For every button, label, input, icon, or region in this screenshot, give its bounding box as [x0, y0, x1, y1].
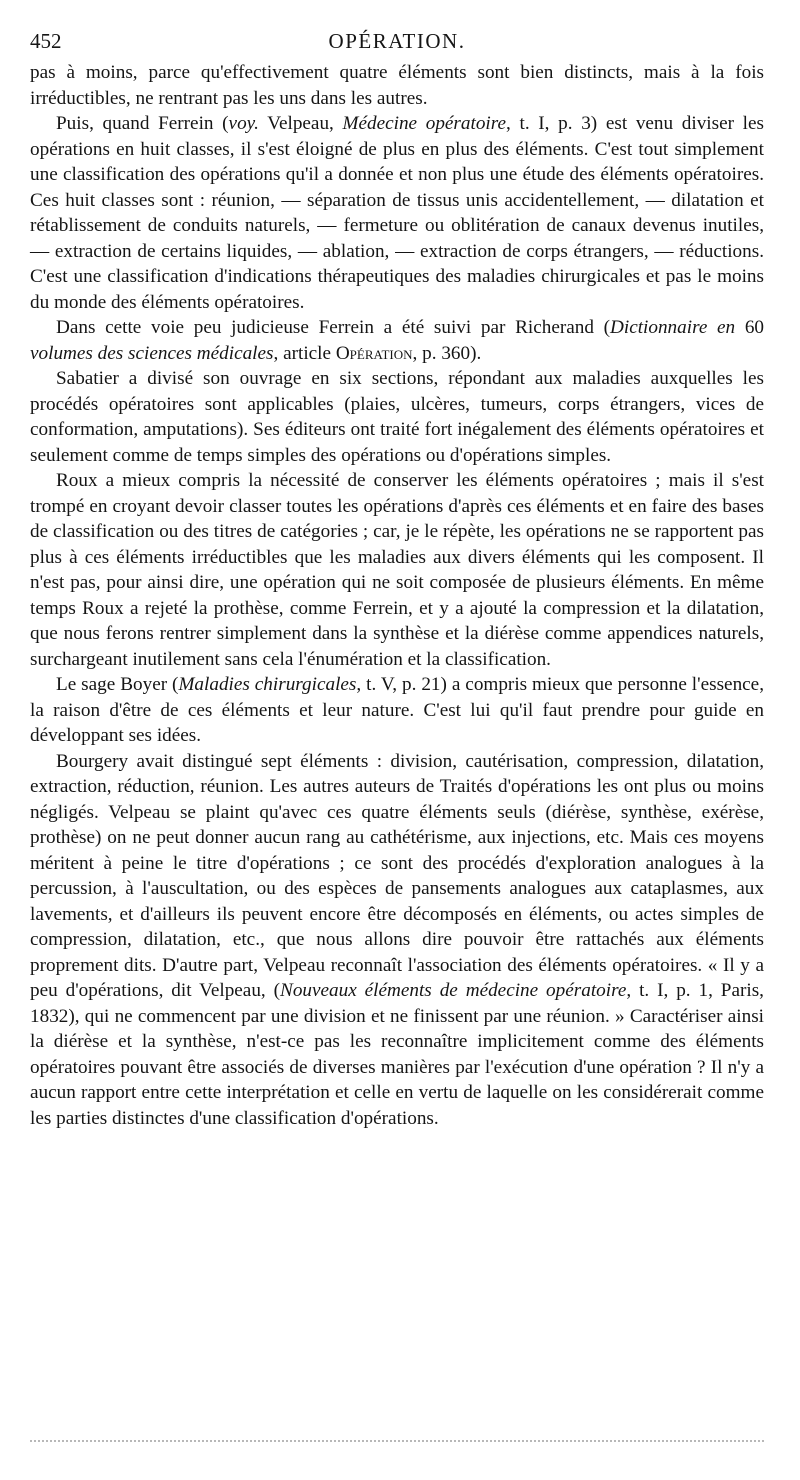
- italic-title: Dictionnaire en: [610, 317, 736, 338]
- paragraph: [30, 60, 764, 111]
- text-run: pas à moins, parce qu'effectivement quatre éléments sont bien distincts, mais à la fois irréductibles, ne rentrant pas les uns dans les autres.: [30, 62, 764, 109]
- text-run: Bourgery avait distingué sept éléments : division, cautérisation, compression, dilatation, extraction, réduction, réunion. Les autres auteurs de Traités d'opérations les ont plus ou moins négligés. Velpeau se plaint qu'avec ces quatre éléments seuls (diérèse, synthèse, exérèse, prothèse) on ne peut donner aucun rang au cathétérisme, aux injections, etc. Mais ces moyens méritent à peine le titre d'opérations ; ce sont des procédés d'exploration analogues à la percussion, à l'auscultation, ou des espèces de pansements analogues aux cataplasmes, aux lavements, et d'ailleurs ils peuvent encore être décomposés en éléments, ou actes simples de compression, dilatation, etc., que nous allons dire pouvoir être rattachés aux éléments proprement dits. D'autre part, Velpeau reconnaît l'association des éléments opératoires. « Il y a peu d'opérations, dit Velpeau, (: [30, 750, 764, 1001]
- text-run: Le sage Boyer (: [56, 674, 179, 695]
- text-run: Velpeau,: [258, 113, 343, 134]
- text-run: , p. 360).: [412, 342, 482, 364]
- text-run: Puis, quand Ferrein (: [56, 113, 229, 134]
- small-caps-term: Opération: [335, 342, 413, 364]
- italic-title: Médecine opératoire: [342, 113, 507, 134]
- text-run: 60: [735, 317, 765, 338]
- text-run: Sabatier a divisé son ouvrage en six sections, répondant aux maladies auxquelles les procédés opératoires sont applicables (plaies, ulcères, tumeurs, corps étrangers, vices de conformation, amputations). Ses éditeurs ont traité fort inégalement des éléments opératoires et seulement comme de temps simples des opérations ou d'opérations simples.: [30, 368, 764, 466]
- paragraph: [30, 749, 764, 1132]
- text-run: , article: [273, 342, 336, 364]
- italic-title: voy.: [228, 113, 259, 134]
- page-bottom-rule: [30, 1440, 764, 1442]
- paragraph: [30, 111, 764, 315]
- italic-title: Maladies chirurgicales: [178, 674, 357, 695]
- paragraph: [30, 366, 764, 468]
- running-head: [30, 22, 764, 60]
- paragraph: [30, 672, 764, 749]
- text-run: , t. I, p. 3) est venu diviser les opérations en huit classes, il s'est éloigné de plus en plus des éléments. C'est tout simplement une classification des opérations qu'il a donnée et non plus une étude des éléments opératoires. Ces huit classes sont : réunion, — séparation de tissus unis accidentellement, — dilatation et rétablissement de conduits naturels, — fermeture ou oblitération de canaux devenus inutiles, — extraction de certains liquides, — ablation, — extraction de corps étrangers, — réductions. C'est une classification d'indications thérapeutiques des maladies chirurgicales et pas le moins du monde des éléments opératoires.: [30, 113, 764, 313]
- paragraph: [30, 315, 764, 366]
- body-text: [30, 60, 764, 1131]
- text-run: Dans cette voie peu judicieuse Ferrein a été suivi par Richerand (: [56, 317, 610, 338]
- text-run: , t. V, p. 21) a compris mieux que personne l'essence, la raison d'être de ces éléments et leur nature. C'est lui qu'il faut prendre pour guide en développant ses idées.: [30, 674, 764, 746]
- text-run: Roux a mieux compris la nécessité de conserver les éléments opératoires ; mais il s'est trompé en croyant devoir classer toutes les opérations d'après ces éléments et en faire des bases de classification ou des titres de catégories ; car, je le répète, les opérations ne se rapportent pas plus à ces éléments irréductibles que les maladies aux divers éléments qui les composent. Il n'est pas, pour ainsi dire, une opération qui ne soit composée de plusieurs éléments. En même temps Roux a rejeté la prothèse, comme Ferrein, et y a ajouté la compression et la dilatation, que nous ferons rentrer simplement dans la synthèse et la diérèse comme appendices naturels, surchargeant inutilement sans cela l'énumération et la classification.: [30, 470, 764, 670]
- running-title: OPÉRATION.: [328, 29, 466, 53]
- book-page: [30, 22, 764, 1131]
- page-number: 452: [30, 29, 62, 53]
- paragraph: [30, 468, 764, 672]
- text-run: , t. I, p. 1, Paris, 1832), qui ne commencent par une division et ne finissent par une réunion. » Caractériser ainsi la diérèse et la synthèse, n'est-ce pas les reconnaître implicitement comme des éléments opératoires pouvant être associés de diverses manières par l'exécution d'une opération ? Il n'y a aucun rapport entre cette interprétation et celle en vertu de laquelle on les considérerait comme les parties distinctes d'une classification d'opérations.: [30, 980, 764, 1129]
- italic-title: volumes des sciences médicales: [30, 342, 274, 364]
- italic-title: Nouveaux éléments de médecine opératoire: [280, 980, 627, 1001]
